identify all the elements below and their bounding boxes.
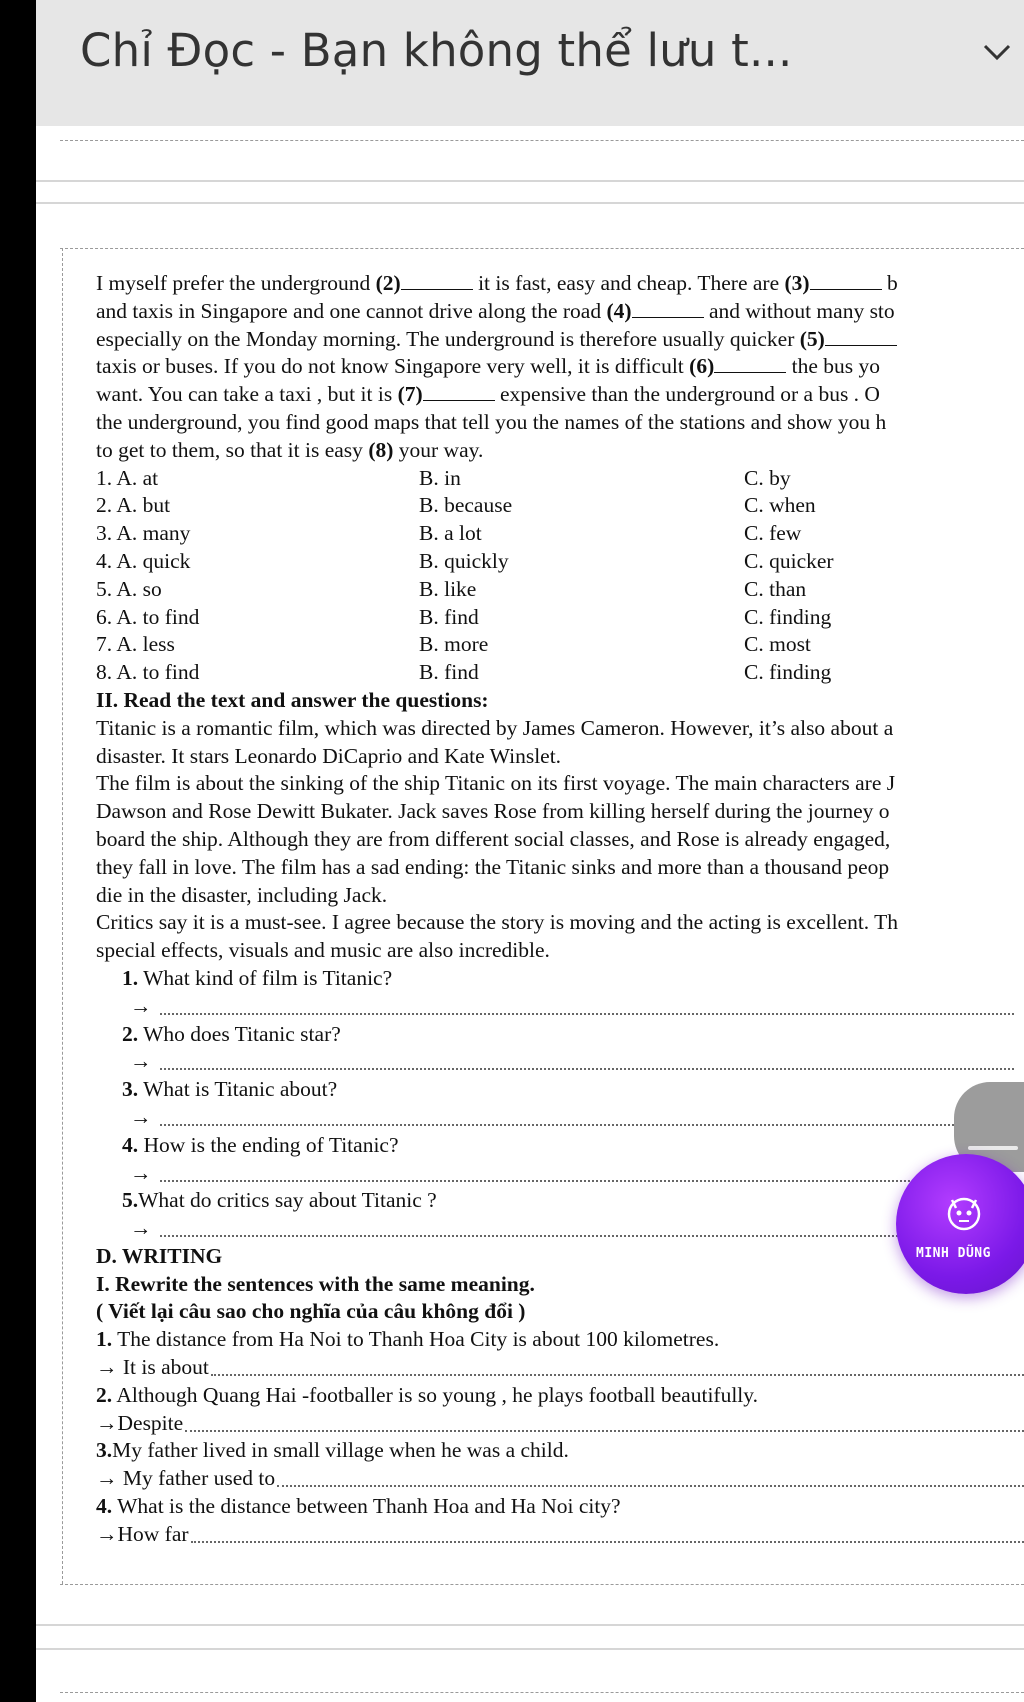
option-b: B. like (419, 576, 477, 601)
answer-line[interactable] (96, 1160, 1024, 1188)
writing-answer-line[interactable] (96, 1465, 1024, 1493)
reading-line: disaster. It stars Leonardo DiCaprio and Kate Winslet. (96, 743, 562, 768)
page-border (62, 248, 63, 1584)
dotted-answer-field[interactable] (277, 1485, 1024, 1487)
watermark-badge[interactable] (896, 1154, 1024, 1294)
passage-text: want. You can take a taxi , but it is (96, 382, 398, 407)
passage-line (96, 298, 1024, 326)
question (96, 1187, 1024, 1215)
option-b: B. find (419, 604, 479, 629)
answer-line[interactable] (96, 1104, 1024, 1132)
answer-blank (810, 271, 882, 290)
blank-number: (5) (799, 326, 825, 351)
answer-blank (423, 382, 495, 401)
option-row (96, 604, 1024, 632)
questions-list (96, 965, 1024, 1243)
document-page (96, 270, 1024, 1549)
question-text: How is the ending of Titanic? (138, 1132, 399, 1157)
answer-line[interactable] (96, 993, 1024, 1021)
divider (60, 1692, 1024, 1693)
question (96, 1021, 1024, 1049)
option-b: B. in (419, 465, 461, 490)
writing-prompt: → My father used to (96, 1466, 276, 1491)
option-c: C. few (744, 521, 802, 546)
dotted-answer-field[interactable] (160, 1124, 1014, 1126)
option-c: C. by (744, 465, 791, 490)
arrow-icon: → (130, 1216, 152, 1241)
question (96, 1076, 1024, 1104)
dotted-answer-field[interactable] (160, 1180, 1014, 1182)
divider (60, 140, 1024, 141)
dotted-answer-field[interactable] (185, 1430, 1024, 1432)
writing-heading: D. WRITING (96, 1243, 223, 1268)
answer-blank (401, 271, 473, 290)
reading-line: they fall in love. The film has a sad ending: the Titanic sinks and more than a thousand peop (96, 854, 890, 879)
writing-prompt: →How far (96, 1521, 189, 1546)
arrow-icon: → (130, 1049, 152, 1074)
option-b: B. a lot (419, 521, 482, 546)
writing-text: Although Quang Hai -footballer is so young , he plays football beautifully. (112, 1382, 759, 1407)
blank-number: (7) (397, 382, 423, 407)
answer-blank (825, 327, 897, 346)
option-c: C. when (744, 493, 816, 518)
passage (96, 270, 1024, 465)
question-text: What do critics say about Titanic ? (138, 1188, 437, 1213)
writing-instruction: I. Rewrite the sentences with the same meaning. (96, 1271, 535, 1296)
passage-text: b (881, 271, 898, 295)
blank-number: (4) (606, 298, 632, 323)
divider (36, 1648, 1024, 1650)
question-number: 1. (122, 965, 139, 990)
passage-text: it is fast, easy and cheap. There are (472, 271, 785, 295)
option-row (96, 492, 1024, 520)
writing-question (96, 1382, 1024, 1410)
arrow-icon: → (130, 1104, 152, 1129)
writing-answer-line[interactable] (96, 1354, 1024, 1382)
writing-text: The distance from Ha Noi to Thanh Hoa City is about 100 kilometres. (112, 1327, 720, 1352)
answer-blank (714, 354, 786, 373)
passage-line (96, 270, 1024, 298)
option-b: B. find (419, 660, 479, 685)
option-a: 3. A. many (96, 521, 191, 546)
passage-text: the underground, you find good maps that tell you the names of the stations and show you h (96, 409, 887, 434)
option-c: C. quicker (744, 548, 834, 573)
writing-question (96, 1326, 1024, 1354)
option-b: B. quickly (419, 548, 509, 573)
option-a: 5. A. so (96, 576, 162, 601)
dotted-answer-field[interactable] (160, 1068, 1014, 1070)
option-row (96, 520, 1024, 548)
option-c: C. than (744, 576, 807, 601)
question-number: 2. (122, 1021, 139, 1046)
option-a: 2. A. but (96, 493, 171, 518)
passage-text: and taxis in Singapore and one cannot drive along the road (96, 298, 607, 323)
option-b: B. because (419, 493, 513, 518)
option-c: C. most (744, 632, 811, 657)
question-number: 3. (122, 1077, 139, 1102)
option-row (96, 659, 1024, 687)
blank-number: (8) (368, 437, 394, 462)
chevron-down-icon[interactable] (982, 42, 1012, 62)
divider (36, 202, 1024, 204)
answer-line[interactable] (96, 1215, 1024, 1243)
skull-emblem-icon (944, 1194, 984, 1234)
question (96, 965, 1024, 993)
reading-line: Dawson and Rose Dewitt Bukater. Jack saves Rose from killing herself during the journey o (96, 799, 890, 824)
writing-prompt: →Despite (96, 1410, 184, 1435)
writing-prompt: → It is about (96, 1355, 209, 1380)
reading-line: board the ship. Although they are from different social classes, and Rose is already engaged, (96, 826, 891, 851)
divider (60, 248, 1024, 249)
divider (60, 1584, 1024, 1585)
writing-answer-line[interactable] (96, 1521, 1024, 1549)
option-b: B. more (419, 632, 489, 657)
option-row (96, 548, 1024, 576)
question-text: Who does Titanic star? (138, 1021, 341, 1046)
option-a: 7. A. less (96, 632, 175, 657)
passage-line (96, 437, 1024, 465)
read-only-title: Chỉ Đọc - Bạn không thể lưu t... (80, 24, 793, 77)
reading-line: The film is about the sinking of the ship Titanic on its first voyage. The main characters are J (96, 771, 896, 796)
divider (36, 1624, 1024, 1626)
dotted-answer-field[interactable] (211, 1374, 1024, 1376)
reading-text (96, 715, 1024, 965)
passage-text: the bus yo (786, 354, 881, 379)
options-table (96, 465, 1024, 687)
writing-list (96, 1326, 1024, 1548)
option-a: 8. A. to find (96, 660, 200, 685)
writing-text: My father lived in small village when he was a child. (112, 1438, 569, 1463)
arrow-icon: → (130, 993, 152, 1018)
passage-text: to get to them, so that it is easy (96, 437, 369, 462)
option-c: C. finding (744, 604, 832, 629)
reading-line: special effects, visuals and music are also incredible. (96, 938, 550, 963)
reading-line: Titanic is a romantic film, which was directed by James Cameron. However, it’s also about a (96, 715, 894, 740)
passage-line (96, 409, 1024, 437)
passage-line (96, 326, 1024, 354)
question (96, 1132, 1024, 1160)
question-number: 4. (122, 1132, 139, 1157)
blank-number: (6) (689, 354, 715, 379)
writing-answer-line[interactable] (96, 1410, 1024, 1438)
app-header (36, 0, 1024, 126)
answer-line[interactable] (96, 1048, 1024, 1076)
dotted-answer-field[interactable] (191, 1541, 1024, 1543)
option-row (96, 576, 1024, 604)
writing-text: What is the distance between Thanh Hoa and Ha Noi city? (112, 1494, 621, 1519)
writing-question (96, 1437, 1024, 1465)
passage-text: your way. (393, 437, 484, 462)
passage-line (96, 381, 1024, 409)
passage-text: expensive than the underground or a bus . O (494, 382, 880, 407)
badge-label: MINH DŨNG (916, 1246, 991, 1261)
passage-text: taxis or buses. If you do not know Singapore very well, it is difficult (96, 354, 690, 379)
reading-line: die in the disaster, including Jack. (96, 882, 388, 907)
option-a: 4. A. quick (96, 548, 191, 573)
reading-line: Critics say it is a must-see. I agree because the story is moving and the acting is excellent. Th (96, 910, 899, 935)
writing-number: 4. (96, 1494, 113, 1519)
blank-number: (2) (375, 271, 401, 295)
answer-blank (632, 299, 704, 318)
writing-number: 3. (96, 1438, 113, 1463)
passage-text: I myself prefer the underground (96, 271, 376, 295)
section-heading: II. Read the text and answer the questions: (96, 687, 489, 712)
option-a: 1. A. at (96, 465, 159, 490)
option-a: 6. A. to find (96, 604, 200, 629)
writing-instruction-vi: ( Viết lại câu sao cho nghĩa của câu không đổi ) (96, 1299, 526, 1324)
option-row (96, 465, 1024, 493)
writing-question (96, 1493, 1024, 1521)
dotted-answer-field[interactable] (160, 1013, 1014, 1015)
writing-number: 1. (96, 1327, 113, 1352)
option-c: C. finding (744, 660, 832, 685)
passage-text: especially on the Monday morning. The underground is therefore usually quicker (96, 326, 800, 351)
passage-line (96, 353, 1024, 381)
passage-text: and without many sto (703, 298, 895, 323)
question-number: 5. (122, 1188, 139, 1213)
divider (36, 180, 1024, 182)
dotted-answer-field[interactable] (160, 1235, 1014, 1237)
arrow-icon: → (130, 1160, 152, 1185)
blank-number: (3) (784, 271, 810, 295)
option-row (96, 631, 1024, 659)
question-text: What is Titanic about? (138, 1077, 338, 1102)
left-black-bar (0, 0, 36, 1702)
question-text: What kind of film is Titanic? (138, 965, 393, 990)
writing-number: 2. (96, 1382, 113, 1407)
